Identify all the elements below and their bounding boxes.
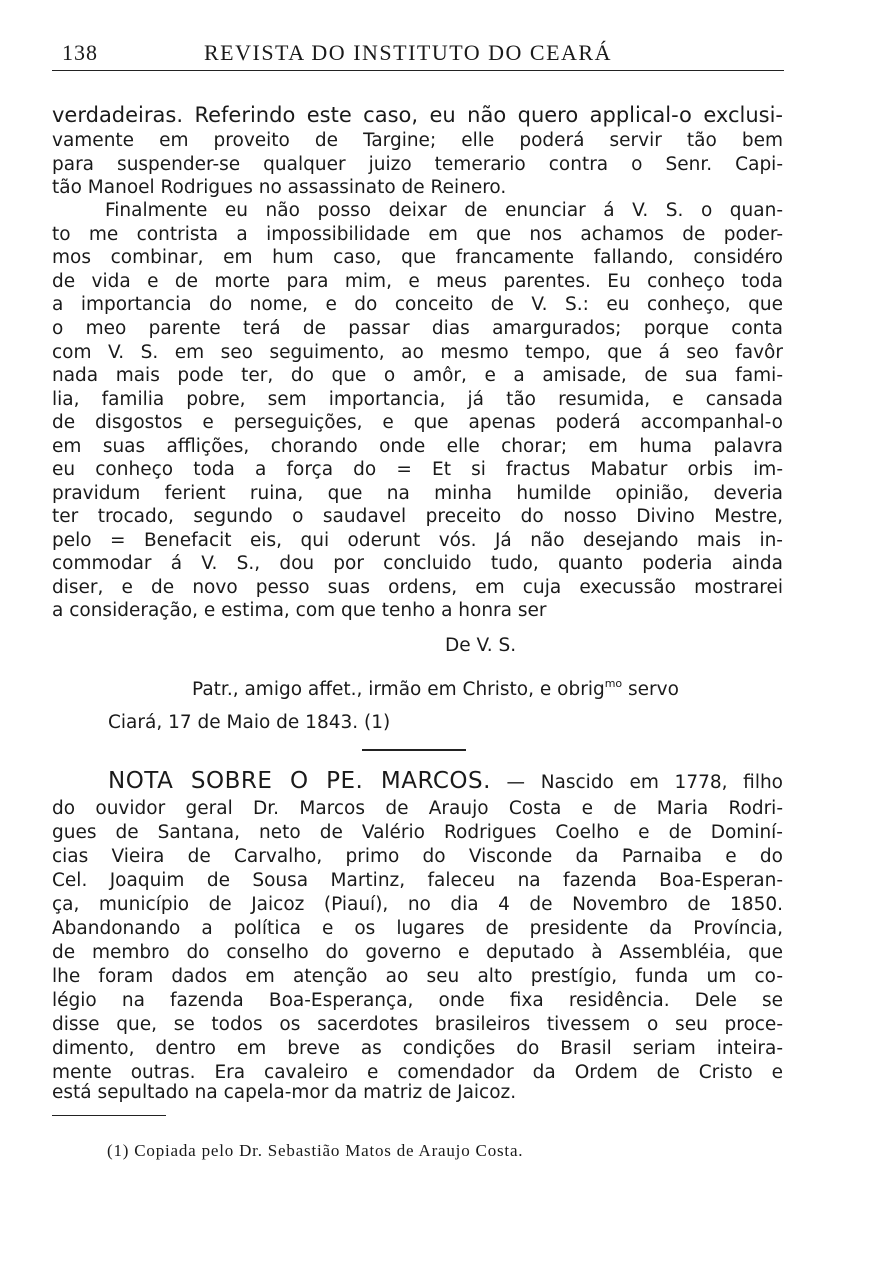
letter-line: a consideração, e estima, com que tenho a honra ser [52, 600, 547, 621]
letter-line: em suas afflições, chorando onde elle chorar; em huma palavra [52, 436, 783, 457]
signature-superscript: mo [604, 677, 623, 690]
letter-line: o meo parente terá de passar dias amargurados; porque conta [52, 318, 783, 339]
footnote: (1) Copiada pelo Dr. Sebastião Matos de Araujo Costa. [107, 1141, 524, 1160]
signature [192, 672, 679, 702]
dateline: Ciará, 17 de Maio de 1843. (1) [108, 712, 391, 733]
letter-line: a importancia do nome, e do conceito de V. S.: eu conheço, que [52, 294, 783, 315]
letter-line: verdadeiras. Referindo este caso, eu não quero applical-o exclusi- [52, 103, 783, 127]
letter-line: ter trocado, segundo o saudavel preceito do nosso Divino Mestre, [52, 506, 783, 527]
letter-line: diser, e de novo pesso suas ordens, em cuja execussão mostrarei [52, 577, 783, 598]
signature-text: Patr., amigo affet., irmão em Christo, e obrig [192, 679, 605, 700]
signature-tail: servo [622, 679, 679, 700]
nota-line: ça, município de Jaicoz (Piauí), no dia 4 de Novembro de 1850. [52, 894, 783, 915]
section-divider [362, 749, 466, 751]
nota-line: légio na fazenda Boa-Esperança, onde fixa residência. Dele se [52, 990, 783, 1011]
letter-line: para suspender-se qualquer juizo temerario contra o Senr. Capi- [52, 154, 783, 175]
nota-line: Cel. Joaquim de Sousa Martinz, faleceu na fazenda Boa-Esperan- [52, 870, 783, 891]
nota-line: dimento, dentro em breve as condições do Brasil seriam inteira- [52, 1038, 783, 1059]
nota-line: cias Vieira de Carvalho, primo do Visconde da Parnaiba e do [52, 846, 783, 867]
letter-line: Finalmente eu não posso deixar de enunciar á V. S. o quan- [105, 200, 783, 221]
running-title: REVISTA DO INSTITUTO DO CEARÁ [204, 40, 612, 65]
nota-line: está sepultado na capela-mor da matriz de Jaicoz. [52, 1082, 517, 1103]
salutation: De V. S. [445, 635, 517, 656]
nota-first-line [108, 769, 783, 795]
letter-line: eu conheço toda a força do = Et si fractus Mabatur orbis im- [52, 459, 783, 480]
letter-line: pravidum ferient ruina, que na minha humilde opinião, deveria [52, 483, 783, 504]
letter-line: nada mais pode ter, do que o amôr, e a amisade, de sua fami- [52, 365, 783, 386]
letter-line: vamente em proveito de Targine; elle poderá servir tão bem [52, 130, 783, 151]
letter-line: commodar á V. S., dou por concluido tudo, quanto poderia ainda [52, 553, 783, 574]
nota-line: mente outras. Era cavaleiro e comendador da Ordem de Cristo e [52, 1062, 783, 1083]
page-header [52, 36, 784, 71]
footnote-rule [52, 1115, 166, 1116]
nota-first-line-rest: — Nascido em 1778, filho [490, 772, 783, 793]
nota-line: lhe foram dados em atenção ao seu alto prestígio, funda um co- [52, 966, 783, 987]
page-number: 138 [62, 40, 98, 65]
letter-line: lia, familia pobre, sem importancia, já tão resumida, e cansada [52, 389, 783, 410]
nota-line: Abandonando a política e os lugares de presidente da Província, [52, 918, 783, 939]
nota-line: gues de Santana, neto de Valério Rodrigues Coelho e de Dominí- [52, 822, 783, 843]
letter-line: com V. S. em seo seguimento, ao mesmo tempo, que á seo favôr [52, 342, 783, 363]
letter-line: de disgostos e perseguições, e que apenas poderá accompanhal-o [52, 412, 783, 433]
letter-line: pelo = Benefacit eis, qui oderunt vós. Já não desejando mais in- [52, 530, 783, 551]
letter-line: to me contrista a impossibilidade em que nos achamos de poder- [52, 224, 783, 245]
nota-line: de membro do conselho do governo e deputado à Assembléia, que [52, 942, 783, 963]
letter-line: mos combinar, em hum caso, que francamente fallando, considéro [52, 247, 783, 268]
nota-line: do ouvidor geral Dr. Marcos de Araujo Costa e de Maria Rodri- [52, 798, 783, 819]
letter-line: tão Manoel Rodrigues no assassinato de Reinero. [52, 177, 507, 198]
nota-heading: NOTA SOBRE O PE. MARCOS. [108, 768, 491, 794]
letter-line: de vida e de morte para mim, e meus parentes. Eu conheço toda [52, 271, 783, 292]
nota-line: disse que, se todos os sacerdotes brasileiros tivessem o seu proce- [52, 1014, 783, 1035]
